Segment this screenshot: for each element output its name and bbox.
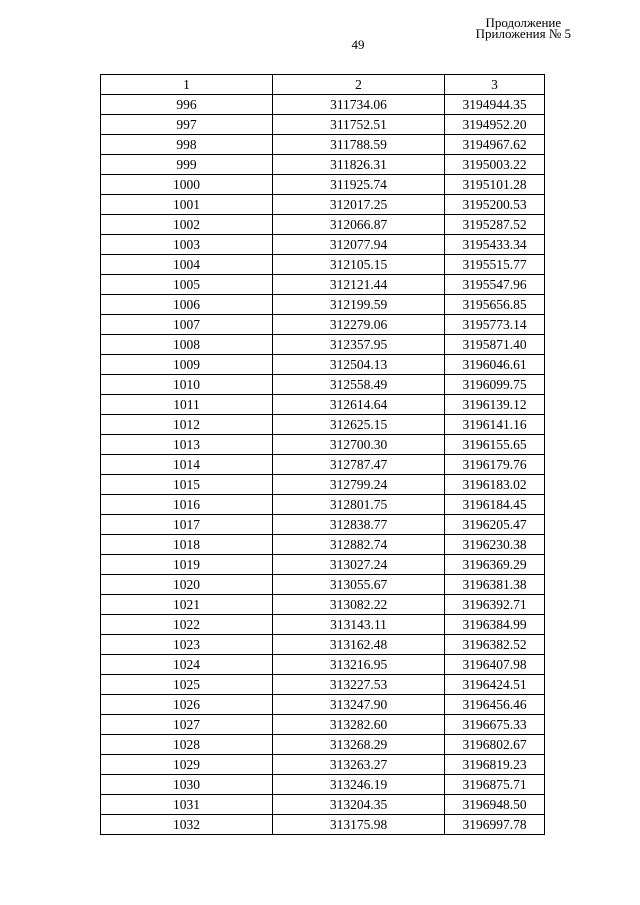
cell-point-number: 997	[101, 115, 273, 135]
cell-x: 313143.11	[273, 615, 445, 635]
cell-y: 3195200.53	[445, 195, 545, 215]
cell-x: 312801.75	[273, 495, 445, 515]
cell-y: 3194944.35	[445, 95, 545, 115]
cell-point-number: 1021	[101, 595, 273, 615]
cell-point-number: 1012	[101, 415, 273, 435]
cell-x: 312017.25	[273, 195, 445, 215]
cell-point-number: 1019	[101, 555, 273, 575]
cell-y: 3196675.33	[445, 715, 545, 735]
column-header-x: 2	[273, 75, 445, 95]
cell-y: 3196230.38	[445, 535, 545, 555]
cell-x: 312199.59	[273, 295, 445, 315]
table-row	[101, 235, 545, 255]
column-header-point-number: 1	[101, 75, 273, 95]
cell-y: 3196381.38	[445, 575, 545, 595]
cell-y: 3196205.47	[445, 515, 545, 535]
table-row	[101, 255, 545, 275]
cell-y: 3196155.65	[445, 435, 545, 455]
cell-x: 313246.19	[273, 775, 445, 795]
cell-x: 311788.59	[273, 135, 445, 155]
cell-x: 311734.06	[273, 95, 445, 115]
cell-y: 3196384.99	[445, 615, 545, 635]
cell-x: 313282.60	[273, 715, 445, 735]
table-row	[101, 755, 545, 775]
cell-x: 313027.24	[273, 555, 445, 575]
cell-point-number: 1020	[101, 575, 273, 595]
cell-y: 3195003.22	[445, 155, 545, 175]
cell-x: 312838.77	[273, 515, 445, 535]
table-row	[101, 595, 545, 615]
cell-x: 312066.87	[273, 215, 445, 235]
cell-y: 3194952.20	[445, 115, 545, 135]
cell-y: 3196184.45	[445, 495, 545, 515]
cell-x: 312077.94	[273, 235, 445, 255]
cell-x: 313204.35	[273, 795, 445, 815]
cell-point-number: 996	[101, 95, 273, 115]
cell-point-number: 1018	[101, 535, 273, 555]
table-row	[101, 95, 545, 115]
cell-y: 3196139.12	[445, 395, 545, 415]
cell-point-number: 1023	[101, 635, 273, 655]
cell-x: 312558.49	[273, 375, 445, 395]
table-row	[101, 735, 545, 755]
cell-x: 312787.47	[273, 455, 445, 475]
table-row	[101, 355, 545, 375]
table-row	[101, 535, 545, 555]
cell-point-number: 1000	[101, 175, 273, 195]
cell-y: 3195773.14	[445, 315, 545, 335]
cell-point-number: 998	[101, 135, 273, 155]
cell-point-number: 1003	[101, 235, 273, 255]
cell-point-number: 1014	[101, 455, 273, 475]
page-number: 49	[351, 37, 365, 52]
cell-point-number: 1027	[101, 715, 273, 735]
cell-y: 3195871.40	[445, 335, 545, 355]
cell-x: 312279.06	[273, 315, 445, 335]
table-row	[101, 375, 545, 395]
table-row	[101, 275, 545, 295]
cell-x: 311826.31	[273, 155, 445, 175]
cell-y: 3196875.71	[445, 775, 545, 795]
cell-y: 3196392.71	[445, 595, 545, 615]
cell-x: 312614.64	[273, 395, 445, 415]
table-row	[101, 295, 545, 315]
table-row	[101, 815, 545, 835]
cell-point-number: 1026	[101, 695, 273, 715]
table-row	[101, 135, 545, 155]
cell-point-number: 1017	[101, 515, 273, 535]
cell-x: 313216.95	[273, 655, 445, 675]
cell-y: 3195287.52	[445, 215, 545, 235]
table-body	[101, 95, 545, 835]
table-row	[101, 115, 545, 135]
cell-x: 313227.53	[273, 675, 445, 695]
cell-point-number: 1009	[101, 355, 273, 375]
cell-x: 313082.22	[273, 595, 445, 615]
cell-x: 312105.15	[273, 255, 445, 275]
cell-point-number: 1013	[101, 435, 273, 455]
table-header	[101, 75, 545, 95]
cell-point-number: 1007	[101, 315, 273, 335]
cell-x: 312700.30	[273, 435, 445, 455]
table-row	[101, 695, 545, 715]
cell-y: 3196183.02	[445, 475, 545, 495]
table-row	[101, 635, 545, 655]
cell-point-number: 1025	[101, 675, 273, 695]
cell-y: 3196046.61	[445, 355, 545, 375]
cell-x: 312799.24	[273, 475, 445, 495]
cell-point-number: 1002	[101, 215, 273, 235]
table-row	[101, 655, 545, 675]
table-row	[101, 575, 545, 595]
table-row	[101, 155, 545, 175]
cell-x: 312625.15	[273, 415, 445, 435]
cell-point-number: 1029	[101, 755, 273, 775]
table-row	[101, 335, 545, 355]
cell-point-number: 1022	[101, 615, 273, 635]
continuation-line-2: Приложения № 5	[475, 26, 571, 41]
cell-y: 3196407.98	[445, 655, 545, 675]
cell-y: 3195656.85	[445, 295, 545, 315]
table-row	[101, 215, 545, 235]
table-row	[101, 715, 545, 735]
cell-point-number: 1028	[101, 735, 273, 755]
cell-point-number: 1011	[101, 395, 273, 415]
cell-x: 313263.27	[273, 755, 445, 775]
cell-x: 313055.67	[273, 575, 445, 595]
cell-point-number: 1015	[101, 475, 273, 495]
cell-y: 3195515.77	[445, 255, 545, 275]
table-row	[101, 615, 545, 635]
cell-y: 3196179.76	[445, 455, 545, 475]
table-row	[101, 395, 545, 415]
cell-point-number: 1005	[101, 275, 273, 295]
continuation-line-1: Продолжение	[485, 15, 562, 30]
cell-x: 312504.13	[273, 355, 445, 375]
cell-y: 3196424.51	[445, 675, 545, 695]
table-row	[101, 435, 545, 455]
cell-y: 3196997.78	[445, 815, 545, 835]
cell-x: 311752.51	[273, 115, 445, 135]
cell-y: 3195433.34	[445, 235, 545, 255]
cell-x: 313162.48	[273, 635, 445, 655]
cell-x: 313247.90	[273, 695, 445, 715]
table-row	[101, 675, 545, 695]
table-row	[101, 795, 545, 815]
continuation-note	[476, 17, 571, 39]
cell-point-number: 1008	[101, 335, 273, 355]
table-row	[101, 515, 545, 535]
cell-point-number: 1024	[101, 655, 273, 675]
cell-x: 312121.44	[273, 275, 445, 295]
cell-x: 311925.74	[273, 175, 445, 195]
cell-x: 313268.29	[273, 735, 445, 755]
cell-x: 312882.74	[273, 535, 445, 555]
cell-x: 313175.98	[273, 815, 445, 835]
column-header-y: 3	[445, 75, 545, 95]
cell-y: 3194967.62	[445, 135, 545, 155]
cell-point-number: 1001	[101, 195, 273, 215]
cell-point-number: 1016	[101, 495, 273, 515]
table-row	[101, 495, 545, 515]
coordinates-table	[100, 74, 545, 835]
table-row	[101, 315, 545, 335]
cell-y: 3195547.96	[445, 275, 545, 295]
table-row	[101, 175, 545, 195]
header-row	[101, 75, 545, 95]
cell-point-number: 1031	[101, 795, 273, 815]
cell-y: 3196099.75	[445, 375, 545, 395]
table-row	[101, 475, 545, 495]
cell-point-number: 1006	[101, 295, 273, 315]
table-row	[101, 195, 545, 215]
cell-x: 312357.95	[273, 335, 445, 355]
cell-point-number: 1010	[101, 375, 273, 395]
cell-y: 3196141.16	[445, 415, 545, 435]
cell-y: 3196456.46	[445, 695, 545, 715]
cell-point-number: 1004	[101, 255, 273, 275]
cell-y: 3196382.52	[445, 635, 545, 655]
cell-point-number: 1030	[101, 775, 273, 795]
table-row	[101, 775, 545, 795]
table-row	[101, 415, 545, 435]
cell-y: 3196948.50	[445, 795, 545, 815]
cell-point-number: 1032	[101, 815, 273, 835]
table-row	[101, 555, 545, 575]
table-row	[101, 455, 545, 475]
cell-y: 3196819.23	[445, 755, 545, 775]
cell-point-number: 999	[101, 155, 273, 175]
cell-y: 3195101.28	[445, 175, 545, 195]
cell-y: 3196369.29	[445, 555, 545, 575]
cell-y: 3196802.67	[445, 735, 545, 755]
